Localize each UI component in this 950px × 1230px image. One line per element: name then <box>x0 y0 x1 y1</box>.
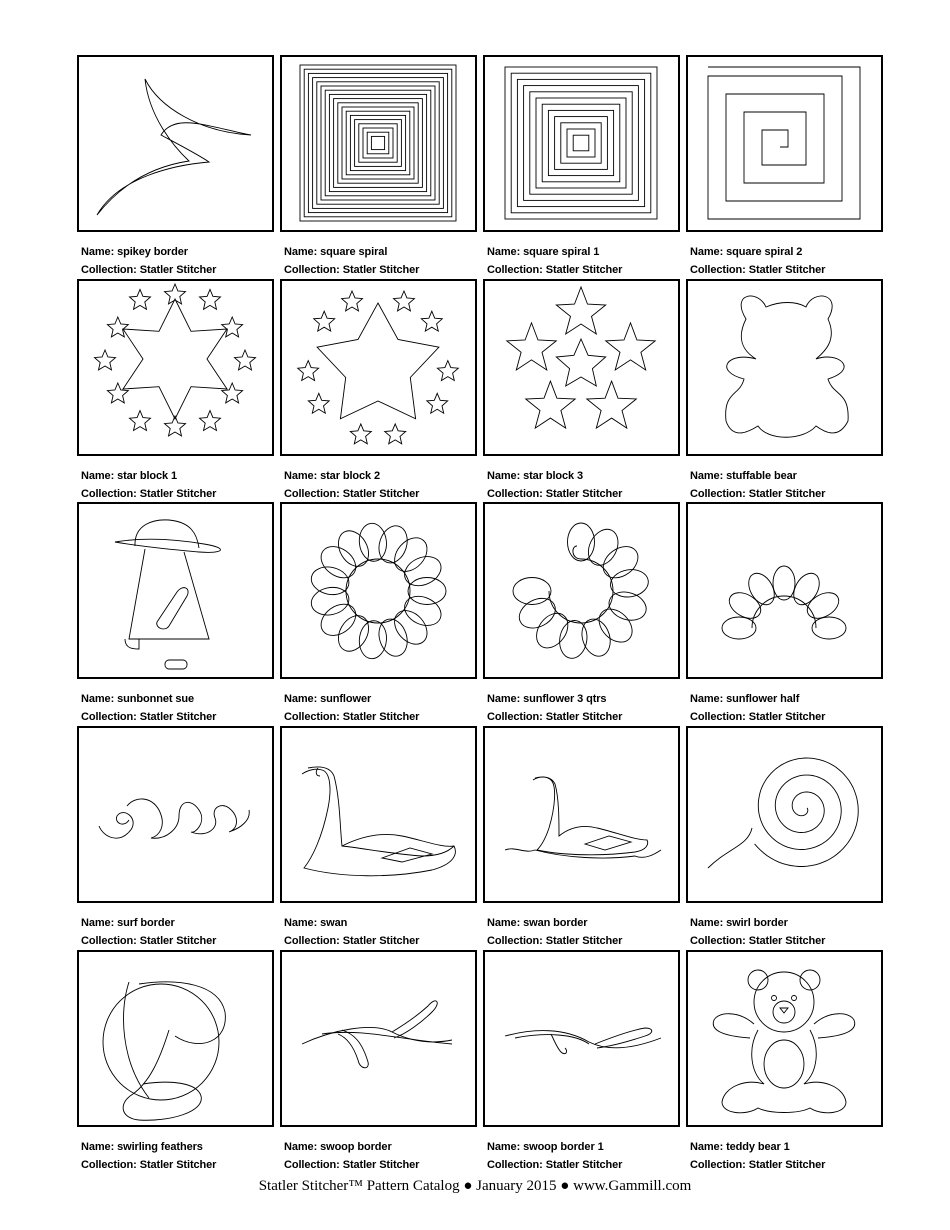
sunflower-3-qtrs-icon <box>485 504 678 677</box>
pattern-card <box>77 502 274 724</box>
pattern-name: sunflower half <box>726 693 800 705</box>
pattern-collection: Statler Stitcher <box>342 1159 420 1171</box>
pattern-collection: Statler Stitcher <box>545 264 623 276</box>
name-label: Name <box>487 470 517 482</box>
pattern-card <box>77 726 274 948</box>
pattern-caption: Name: star block 3 Collection: Statler Stitcher <box>487 470 623 500</box>
pattern-name: swoop border <box>320 1141 392 1153</box>
pattern-card <box>77 279 274 501</box>
swan-icon <box>282 728 475 901</box>
name-label: Name <box>690 917 720 929</box>
pattern-card <box>483 279 680 501</box>
pattern-caption: Name: star block 2 Collection: Statler Stitcher <box>284 470 420 500</box>
pattern-card <box>483 950 680 1172</box>
pattern-caption: Name: sunflower half Collection: Statler Stitcher <box>690 693 826 723</box>
pattern-collection: Statler Stitcher <box>139 1159 217 1171</box>
pattern-collection: Statler Stitcher <box>748 488 826 500</box>
surf-border-icon <box>79 728 272 901</box>
swirling-feathers-icon <box>79 952 272 1125</box>
pattern-name: swoop border 1 <box>523 1141 604 1153</box>
pattern-collection: Statler Stitcher <box>139 935 217 947</box>
collection-label: Collection <box>690 264 743 276</box>
name-label: Name <box>690 693 720 705</box>
swirl-border-icon <box>688 728 881 901</box>
pattern-card <box>686 502 883 724</box>
square-spiral-2-icon <box>688 57 881 230</box>
name-label: Name <box>284 246 314 258</box>
pattern-card <box>483 502 680 724</box>
collection-label: Collection <box>284 1159 337 1171</box>
pattern-collection: Statler Stitcher <box>139 264 217 276</box>
pattern-collection: Statler Stitcher <box>139 488 217 500</box>
collection-label: Collection <box>690 1159 743 1171</box>
pattern-card <box>77 950 274 1172</box>
pattern-name: square spiral <box>320 246 388 258</box>
pattern-thumbnail <box>77 55 274 232</box>
name-label: Name <box>284 917 314 929</box>
name-label: Name <box>81 246 111 258</box>
collection-label: Collection <box>487 1159 540 1171</box>
sunbonnet-sue-icon <box>79 504 272 677</box>
sunflower-half-icon <box>688 504 881 677</box>
name-label: Name <box>487 246 517 258</box>
pattern-thumbnail <box>686 279 883 456</box>
pattern-thumbnail <box>483 726 680 903</box>
pattern-thumbnail <box>280 279 477 456</box>
pattern-thumbnail <box>483 502 680 679</box>
pattern-collection: Statler Stitcher <box>139 711 217 723</box>
pattern-caption: Name: sunflower 3 qtrs Collection: Statler Stitcher <box>487 693 623 723</box>
name-label: Name <box>487 917 517 929</box>
pattern-card <box>686 55 883 277</box>
pattern-caption: Name: sunflower Collection: Statler Stitcher <box>284 693 420 723</box>
pattern-thumbnail <box>77 279 274 456</box>
pattern-thumbnail <box>483 55 680 232</box>
pattern-name: spikey border <box>117 246 188 258</box>
collection-label: Collection <box>284 488 337 500</box>
collection-label: Collection <box>690 935 743 947</box>
pattern-card <box>280 279 477 501</box>
swoop-border-icon <box>282 952 475 1125</box>
pattern-thumbnail <box>77 502 274 679</box>
name-label: Name <box>284 1141 314 1153</box>
pattern-caption: Name: sunbonnet sue Collection: Statler Stitcher <box>81 693 217 723</box>
pattern-caption: Name: swoop border Collection: Statler Stitcher <box>284 1141 420 1171</box>
pattern-thumbnail <box>280 950 477 1127</box>
pattern-collection: Statler Stitcher <box>545 1159 623 1171</box>
pattern-name: surf border <box>117 917 175 929</box>
pattern-name: sunflower <box>320 693 372 705</box>
pattern-caption: Name: teddy bear 1 Collection: Statler Stitcher <box>690 1141 826 1171</box>
pattern-name: star block 1 <box>117 470 178 482</box>
collection-label: Collection <box>487 488 540 500</box>
pattern-name: swirl border <box>726 917 788 929</box>
pattern-thumbnail <box>280 726 477 903</box>
pattern-name: swan border <box>523 917 588 929</box>
pattern-card <box>280 726 477 948</box>
pattern-collection: Statler Stitcher <box>545 711 623 723</box>
name-label: Name <box>690 246 720 258</box>
pattern-name: sunflower 3 qtrs <box>523 693 607 705</box>
pattern-thumbnail <box>77 726 274 903</box>
star-block-1-icon <box>79 281 272 454</box>
pattern-thumbnail <box>686 950 883 1127</box>
pattern-card <box>686 279 883 501</box>
pattern-name: star block 2 <box>320 470 381 482</box>
collection-label: Collection <box>284 264 337 276</box>
swoop-border-1-icon <box>485 952 678 1125</box>
pattern-collection: Statler Stitcher <box>748 711 826 723</box>
pattern-collection: Statler Stitcher <box>748 1159 826 1171</box>
pattern-card <box>686 950 883 1172</box>
pattern-thumbnail <box>483 279 680 456</box>
pattern-name: swirling feathers <box>117 1141 203 1153</box>
collection-label: Collection <box>81 1159 134 1171</box>
pattern-name: star block 3 <box>523 470 584 482</box>
square-spiral-icon <box>282 57 475 230</box>
pattern-name: teddy bear 1 <box>726 1141 790 1153</box>
pattern-caption: Name: swan Collection: Statler Stitcher <box>284 917 420 947</box>
pattern-caption: Name: stuffable bear Collection: Statler Stitcher <box>690 470 826 500</box>
pattern-collection: Statler Stitcher <box>748 264 826 276</box>
pattern-collection: Statler Stitcher <box>342 711 420 723</box>
collection-label: Collection <box>487 264 540 276</box>
name-label: Name <box>81 693 111 705</box>
pattern-caption: Name: surf border Collection: Statler Stitcher <box>81 917 217 947</box>
collection-label: Collection <box>81 711 134 723</box>
spikey-border-icon <box>79 57 272 230</box>
name-label: Name <box>81 470 111 482</box>
pattern-thumbnail <box>77 950 274 1127</box>
pattern-collection: Statler Stitcher <box>748 935 826 947</box>
collection-label: Collection <box>284 711 337 723</box>
name-label: Name <box>284 470 314 482</box>
collection-label: Collection <box>690 711 743 723</box>
collection-label: Collection <box>81 488 134 500</box>
collection-label: Collection <box>284 935 337 947</box>
pattern-card <box>77 55 274 277</box>
star-block-3-icon <box>485 281 678 454</box>
pattern-card <box>483 726 680 948</box>
swan-border-icon <box>485 728 678 901</box>
pattern-name: square spiral 1 <box>523 246 600 258</box>
name-label: Name <box>487 1141 517 1153</box>
pattern-card <box>280 502 477 724</box>
name-label: Name <box>81 1141 111 1153</box>
pattern-thumbnail <box>686 55 883 232</box>
stuffable-bear-icon <box>688 281 881 454</box>
pattern-caption: Name: square spiral Collection: Statler Stitcher <box>284 246 420 276</box>
pattern-collection: Statler Stitcher <box>342 488 420 500</box>
pattern-collection: Statler Stitcher <box>545 935 623 947</box>
pattern-card <box>280 950 477 1172</box>
pattern-thumbnail <box>686 726 883 903</box>
pattern-thumbnail <box>483 950 680 1127</box>
name-label: Name <box>487 693 517 705</box>
pattern-caption: Name: swan border Collection: Statler Stitcher <box>487 917 623 947</box>
pattern-caption: Name: star block 1 Collection: Statler Stitcher <box>81 470 217 500</box>
collection-label: Collection <box>81 264 134 276</box>
pattern-caption: Name: swirling feathers Collection: Statler Stitcher <box>81 1141 217 1171</box>
collection-label: Collection <box>81 935 134 947</box>
pattern-name: swan <box>320 917 348 929</box>
pattern-name: square spiral 2 <box>726 246 803 258</box>
pattern-name: stuffable bear <box>726 470 797 482</box>
pattern-card <box>483 55 680 277</box>
star-block-2-icon <box>282 281 475 454</box>
pattern-collection: Statler Stitcher <box>545 488 623 500</box>
teddy-bear-1-icon <box>688 952 881 1125</box>
square-spiral-1-icon <box>485 57 678 230</box>
pattern-caption: Name: square spiral 1 Collection: Statler Stitcher <box>487 246 623 276</box>
name-label: Name <box>81 917 111 929</box>
pattern-thumbnail <box>280 55 477 232</box>
pattern-thumbnail <box>280 502 477 679</box>
pattern-card <box>686 726 883 948</box>
pattern-caption: Name: swirl border Collection: Statler Stitcher <box>690 917 826 947</box>
pattern-collection: Statler Stitcher <box>342 264 420 276</box>
pattern-name: sunbonnet sue <box>117 693 195 705</box>
name-label: Name <box>690 1141 720 1153</box>
pattern-caption: Name: swoop border 1 Collection: Statler Stitcher <box>487 1141 623 1171</box>
pattern-caption: Name: spikey border Collection: Statler Stitcher <box>81 246 217 276</box>
page-footer: Statler Stitcher™ Pattern Catalog ● January 2015 ● www.Gammill.com <box>258 1178 692 1194</box>
collection-label: Collection <box>487 711 540 723</box>
name-label: Name <box>690 470 720 482</box>
pattern-caption: Name: square spiral 2 Collection: Statler Stitcher <box>690 246 826 276</box>
sunflower-icon <box>282 504 475 677</box>
pattern-thumbnail <box>686 502 883 679</box>
collection-label: Collection <box>487 935 540 947</box>
pattern-card <box>280 55 477 277</box>
name-label: Name <box>284 693 314 705</box>
collection-label: Collection <box>690 488 743 500</box>
pattern-collection: Statler Stitcher <box>342 935 420 947</box>
